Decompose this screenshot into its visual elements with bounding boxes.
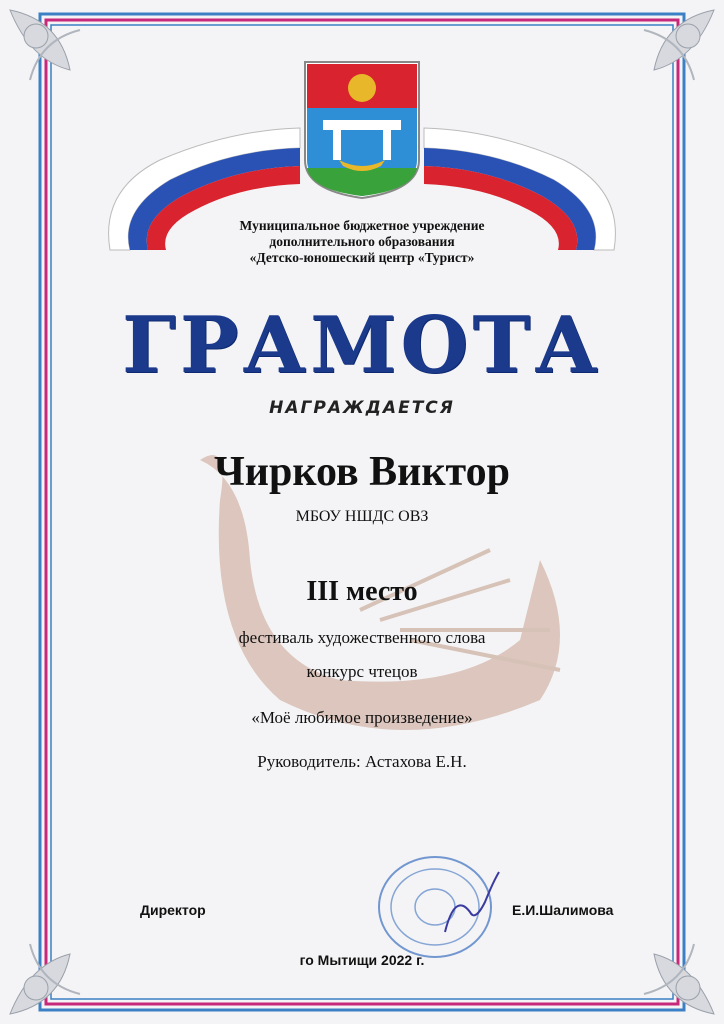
organization-header: [0, 218, 724, 266]
event-line-2: конкурс чтецов: [306, 662, 418, 681]
signature-name: Е.И.Шалимова: [512, 902, 614, 918]
city-year: го Мытищи 2022 г.: [299, 952, 425, 968]
awarded-label: НАГРАЖДАЕТСЯ: [269, 398, 455, 418]
recipient-name: Чирков Виктор: [213, 449, 510, 495]
event-line-1: фестиваль художественного слова: [238, 628, 486, 647]
event-line-3: «Моё любимое произведение»: [251, 708, 473, 727]
organization-line-3: «Детско-юношеский центр «Турист»: [249, 250, 475, 265]
certificate-title: ГРАМОТА: [122, 300, 602, 391]
signature-role: Директор: [140, 902, 206, 918]
award-place: III место: [306, 576, 418, 607]
supervisor-line: Руководитель: Астахова Е.Н.: [257, 752, 467, 771]
coat-of-arms-icon: [303, 60, 421, 200]
organization-line-1: Муниципальное бюджетное учреждение: [239, 218, 485, 233]
organization-line-2: дополнительного образования: [269, 234, 455, 249]
recipient-school: МБОУ НШДС ОВЗ: [295, 508, 429, 525]
stamp-seal-icon: [375, 852, 505, 962]
